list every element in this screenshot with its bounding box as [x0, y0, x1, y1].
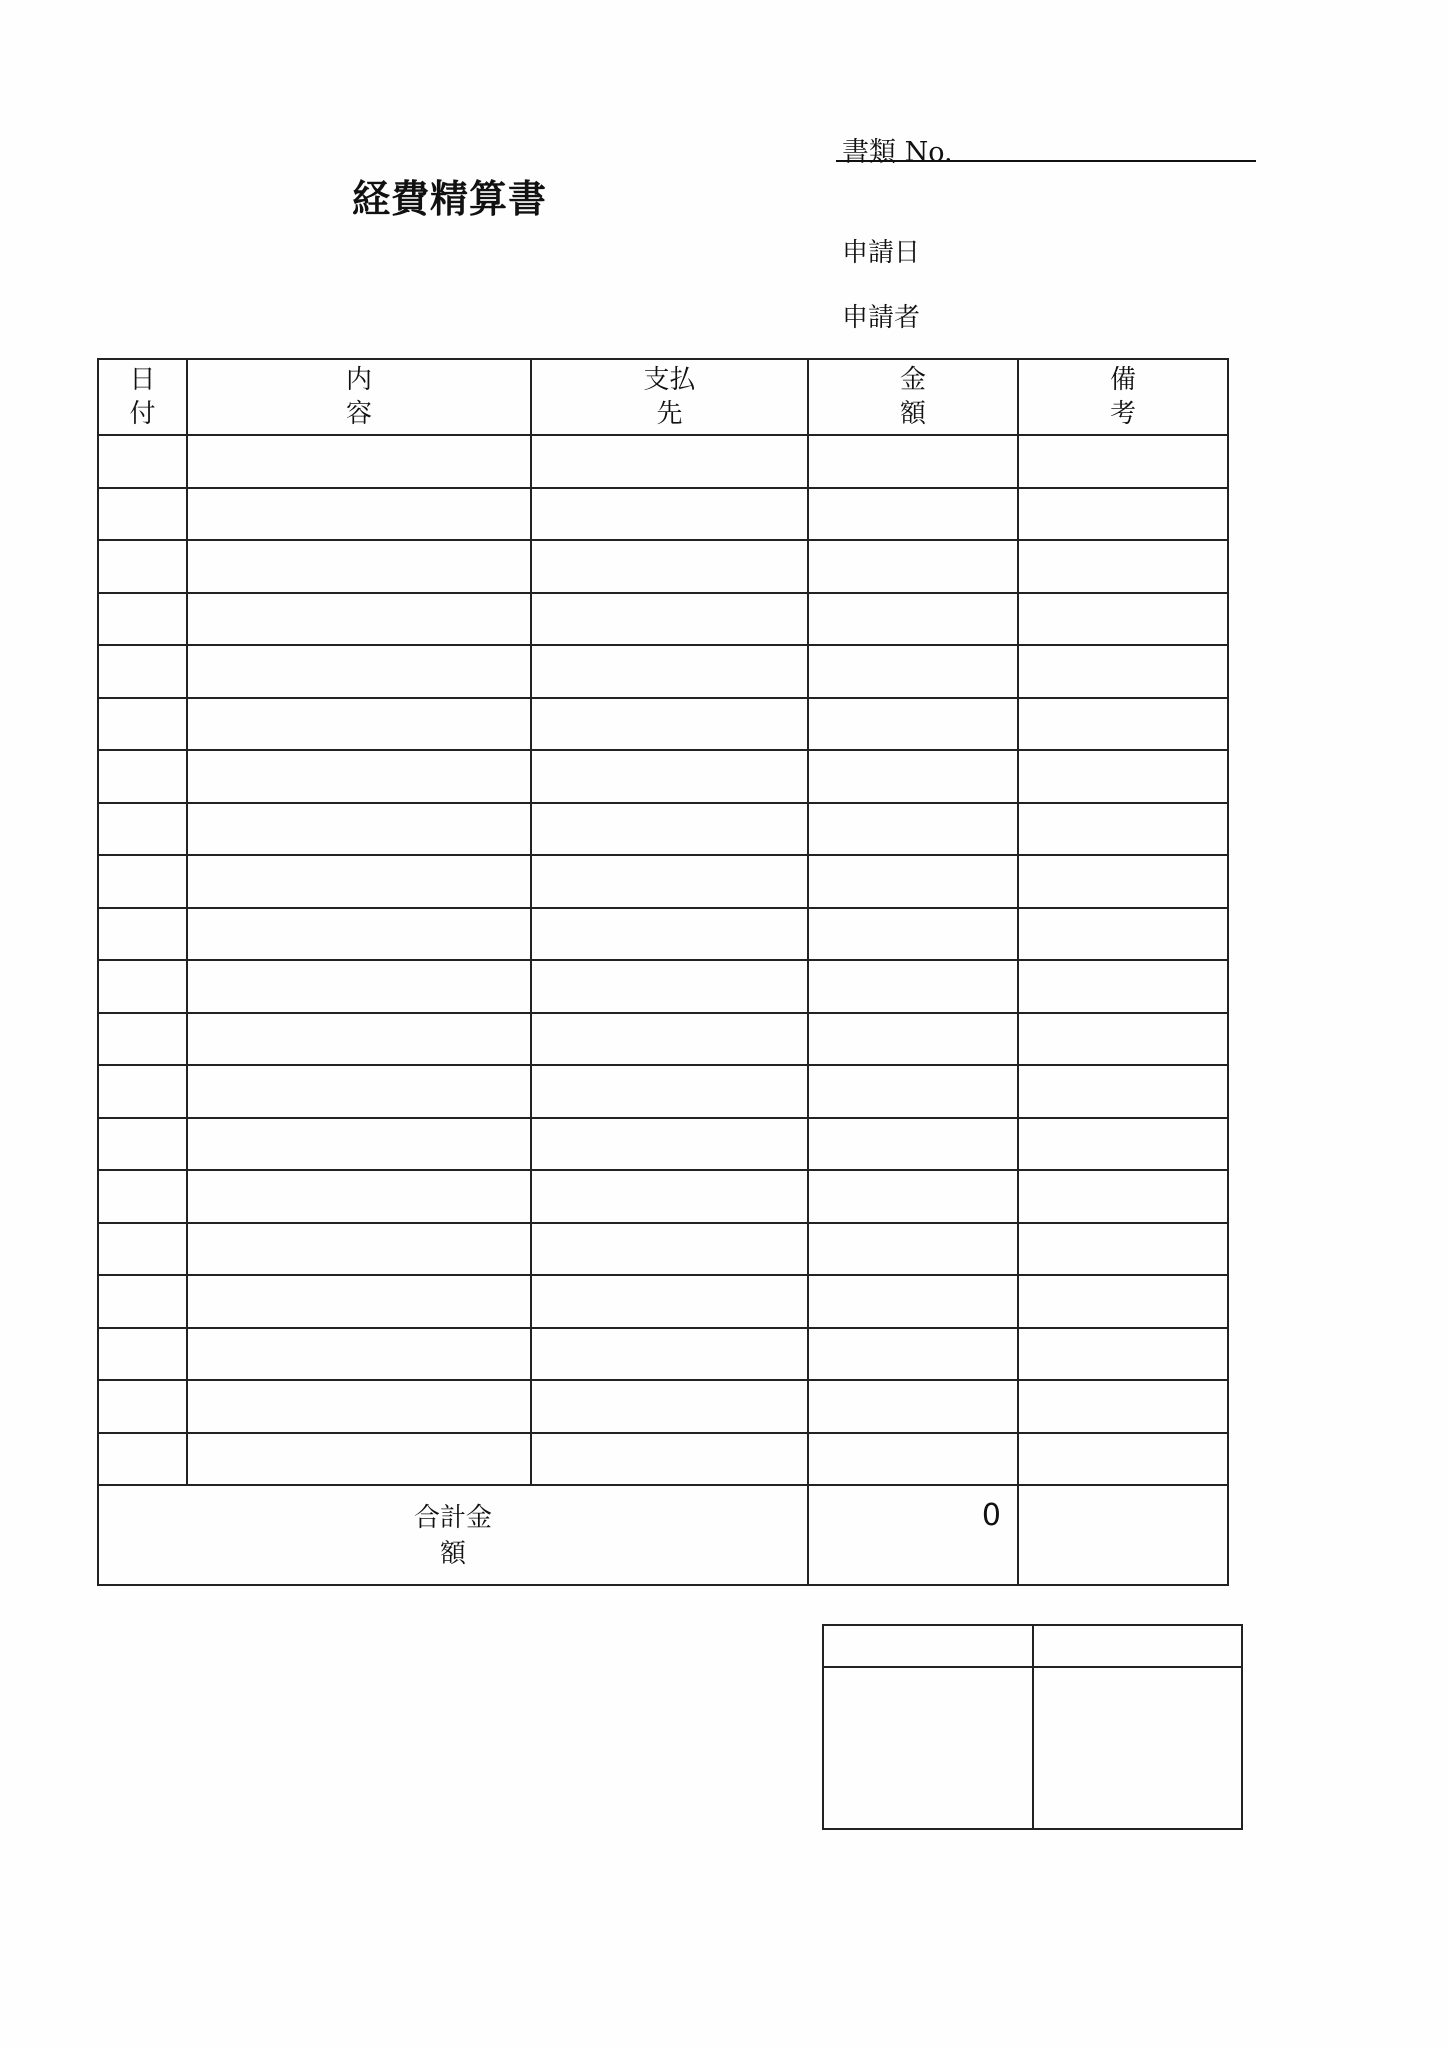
description-cell[interactable] [187, 908, 531, 961]
document-number-field[interactable]: 書類 No. [836, 130, 1256, 162]
description-cell[interactable] [187, 1223, 531, 1276]
date-cell[interactable] [98, 1013, 187, 1066]
remarks-cell[interactable] [1018, 960, 1228, 1013]
table-row [98, 855, 1228, 908]
description-cell[interactable] [187, 435, 531, 488]
date-cell[interactable] [98, 1170, 187, 1223]
amount-cell[interactable] [808, 540, 1018, 593]
expense-table-header [98, 359, 1228, 435]
description-cell[interactable] [187, 645, 531, 698]
date-cell[interactable] [98, 803, 187, 856]
date-cell[interactable] [98, 645, 187, 698]
payee-cell[interactable] [531, 698, 808, 751]
table-row [98, 1223, 1228, 1276]
payee-cell[interactable] [531, 750, 808, 803]
remarks-cell[interactable] [1018, 908, 1228, 961]
description-cell[interactable] [187, 1275, 531, 1328]
date-cell[interactable] [98, 1380, 187, 1433]
payee-cell[interactable] [531, 645, 808, 698]
table-row [98, 960, 1228, 1013]
amount-cell[interactable] [808, 1223, 1018, 1276]
payee-cell[interactable] [531, 1223, 808, 1276]
remarks-cell[interactable] [1018, 1065, 1228, 1118]
description-cell[interactable] [187, 540, 531, 593]
remarks-cell[interactable] [1018, 698, 1228, 751]
payee-cell[interactable] [531, 488, 808, 541]
date-cell[interactable] [98, 750, 187, 803]
table-row [98, 803, 1228, 856]
date-cell[interactable] [98, 1275, 187, 1328]
remarks-cell[interactable] [1018, 1433, 1228, 1486]
description-cell[interactable] [187, 1065, 531, 1118]
amount-cell[interactable] [808, 645, 1018, 698]
payee-cell[interactable] [531, 908, 808, 961]
application-date-label: 申請日 [842, 238, 921, 268]
header-remarks: 備 考 [1018, 359, 1228, 435]
payee-cell[interactable] [531, 855, 808, 908]
date-cell[interactable] [98, 435, 187, 488]
amount-cell[interactable] [808, 1433, 1018, 1486]
table-row [98, 540, 1228, 593]
description-cell[interactable] [187, 803, 531, 856]
date-cell[interactable] [98, 1223, 187, 1276]
amount-cell[interactable] [808, 1380, 1018, 1433]
remarks-cell[interactable] [1018, 488, 1228, 541]
remarks-cell[interactable] [1018, 1013, 1228, 1066]
description-cell[interactable] [187, 960, 531, 1013]
remarks-cell[interactable] [1018, 540, 1228, 593]
expense-table [97, 358, 1229, 1586]
remarks-cell[interactable] [1018, 593, 1228, 646]
amount-cell[interactable] [808, 855, 1018, 908]
description-cell[interactable] [187, 1118, 531, 1171]
amount-cell[interactable] [808, 1118, 1018, 1171]
amount-cell[interactable] [808, 960, 1018, 1013]
remarks-cell[interactable] [1018, 435, 1228, 488]
payee-cell[interactable] [531, 540, 808, 593]
remarks-cell[interactable] [1018, 1380, 1228, 1433]
total-remarks-cell[interactable] [1018, 1485, 1228, 1585]
header-date: 日 付 [98, 359, 187, 435]
description-cell[interactable] [187, 855, 531, 908]
payee-cell[interactable] [531, 1380, 808, 1433]
table-row [98, 593, 1228, 646]
date-cell[interactable] [98, 488, 187, 541]
header-description: 内 容 [187, 359, 531, 435]
table-row [98, 1170, 1228, 1223]
description-cell[interactable] [187, 593, 531, 646]
table-row [98, 750, 1228, 803]
amount-cell[interactable] [808, 435, 1018, 488]
amount-cell[interactable] [808, 488, 1018, 541]
payee-cell[interactable] [531, 1013, 808, 1066]
description-cell[interactable] [187, 1170, 531, 1223]
table-row [98, 1118, 1228, 1171]
stamp-header-cell [1033, 1625, 1243, 1667]
total-amount: 0 [808, 1485, 1018, 1585]
date-cell[interactable] [98, 908, 187, 961]
table-row [98, 435, 1228, 488]
total-row [98, 1485, 1228, 1585]
payee-cell[interactable] [531, 1118, 808, 1171]
table-row [98, 1433, 1228, 1486]
stamp-header-cell [823, 1625, 1033, 1667]
date-cell[interactable] [98, 960, 187, 1013]
applicant-label: 申請者 [842, 303, 921, 333]
date-cell[interactable] [98, 855, 187, 908]
stamp-header-row [823, 1625, 1242, 1667]
remarks-cell[interactable] [1018, 1328, 1228, 1381]
description-cell[interactable] [187, 1013, 531, 1066]
payee-cell[interactable] [531, 1433, 808, 1486]
date-cell[interactable] [98, 1118, 187, 1171]
amount-cell[interactable] [808, 1275, 1018, 1328]
table-row [98, 1275, 1228, 1328]
description-cell[interactable] [187, 1380, 531, 1433]
date-cell[interactable] [98, 1433, 187, 1486]
remarks-cell[interactable] [1018, 1275, 1228, 1328]
amount-cell[interactable] [808, 1170, 1018, 1223]
date-cell[interactable] [98, 1328, 187, 1381]
remarks-cell[interactable] [1018, 1118, 1228, 1171]
date-cell[interactable] [98, 540, 187, 593]
remarks-cell[interactable] [1018, 803, 1228, 856]
description-cell[interactable] [187, 1328, 531, 1381]
table-row [98, 488, 1228, 541]
payee-cell[interactable] [531, 1170, 808, 1223]
payee-cell[interactable] [531, 1328, 808, 1381]
description-cell[interactable] [187, 750, 531, 803]
document-title: 経費精算書 [352, 177, 548, 221]
table-row [98, 908, 1228, 961]
date-cell[interactable] [98, 593, 187, 646]
amount-cell[interactable] [808, 593, 1018, 646]
amount-cell[interactable] [808, 1013, 1018, 1066]
remarks-cell[interactable] [1018, 1170, 1228, 1223]
payee-cell[interactable] [531, 1275, 808, 1328]
description-cell[interactable] [187, 488, 531, 541]
description-cell[interactable] [187, 1433, 531, 1486]
table-row [98, 698, 1228, 751]
table-row [98, 645, 1228, 698]
payee-cell[interactable] [531, 960, 808, 1013]
description-cell[interactable] [187, 698, 531, 751]
header-amount: 金 額 [808, 359, 1018, 435]
approval-stamp-box [822, 1624, 1243, 1830]
remarks-cell[interactable] [1018, 855, 1228, 908]
remarks-cell[interactable] [1018, 645, 1228, 698]
table-row [98, 1328, 1228, 1381]
stamp-cell[interactable] [823, 1667, 1033, 1829]
table-row [98, 1380, 1228, 1433]
remarks-cell[interactable] [1018, 750, 1228, 803]
date-cell[interactable] [98, 1065, 187, 1118]
table-row [98, 1065, 1228, 1118]
amount-cell[interactable] [808, 1328, 1018, 1381]
header-payee: 支払 先 [531, 359, 808, 435]
amount-cell[interactable] [808, 698, 1018, 751]
amount-cell[interactable] [808, 1065, 1018, 1118]
amount-cell[interactable] [808, 908, 1018, 961]
amount-cell[interactable] [808, 803, 1018, 856]
remarks-cell[interactable] [1018, 1223, 1228, 1276]
amount-cell[interactable] [808, 750, 1018, 803]
payee-cell[interactable] [531, 803, 808, 856]
table-row [98, 1013, 1228, 1066]
date-cell[interactable] [98, 698, 187, 751]
payee-cell[interactable] [531, 593, 808, 646]
payee-cell[interactable] [531, 1065, 808, 1118]
payee-cell[interactable] [531, 435, 808, 488]
total-label: 合計金 額 [98, 1485, 808, 1585]
stamp-body-row [823, 1667, 1242, 1829]
stamp-cell[interactable] [1033, 1667, 1243, 1829]
